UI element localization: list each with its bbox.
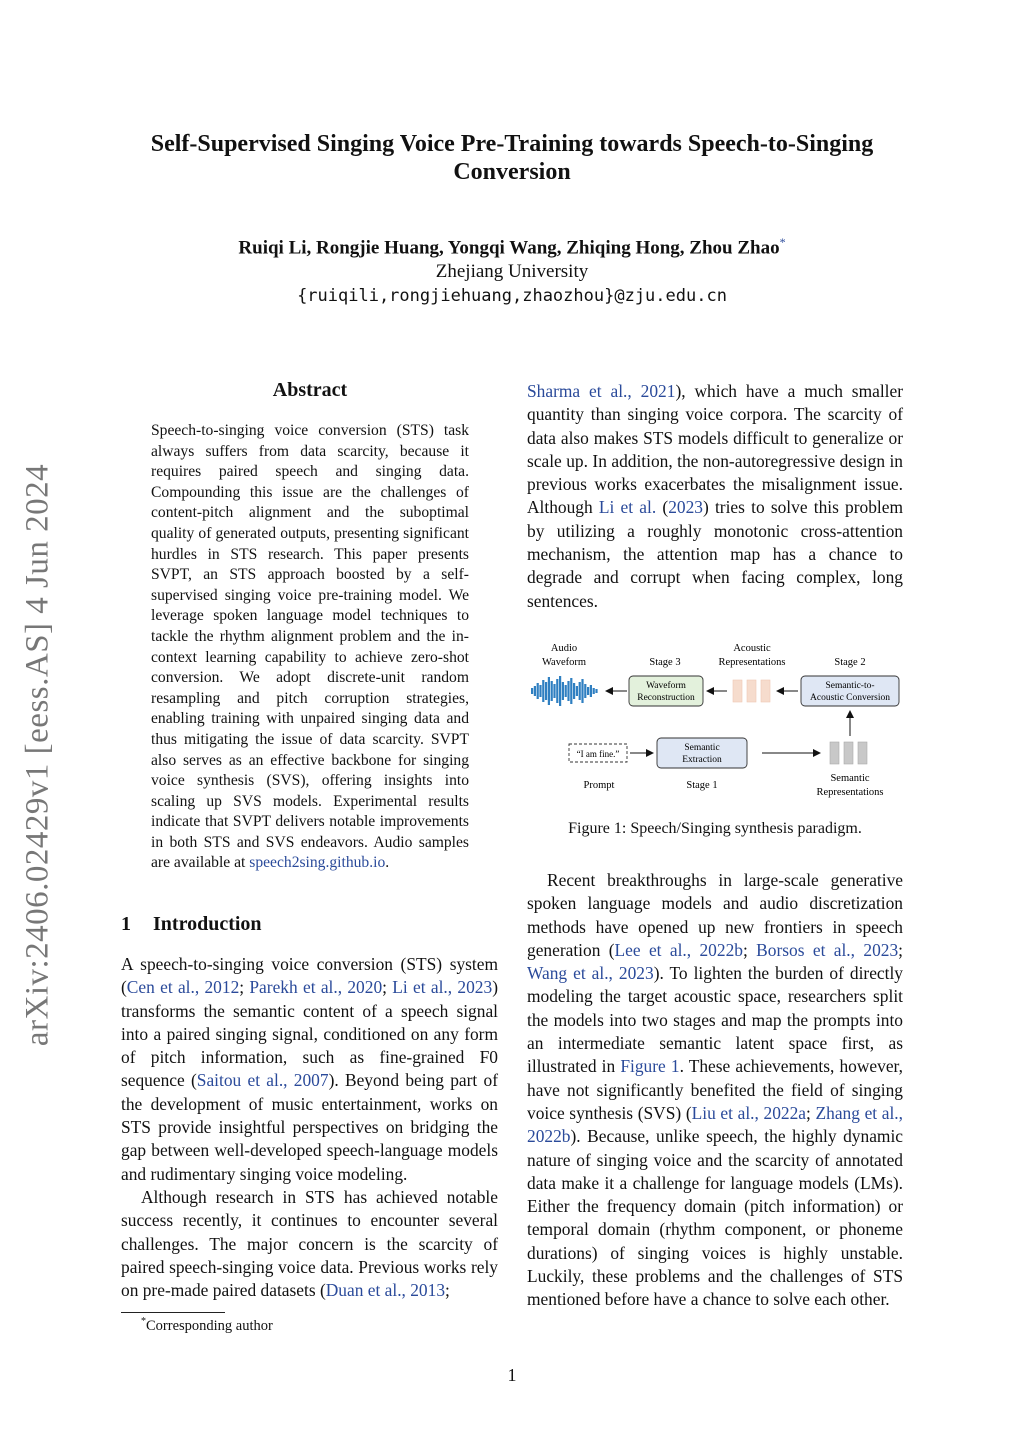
citation-link[interactable]: Wang et al., 2023 <box>527 963 654 984</box>
right-column-bottom <box>527 869 903 1312</box>
citation-link[interactable]: Saitou et al., 2007 <box>196 1070 329 1091</box>
waveform-bar <box>581 679 583 703</box>
waveform-bar <box>567 681 569 701</box>
waveform-bar <box>570 678 572 704</box>
figure-1-diagram <box>527 636 907 806</box>
citation-link[interactable]: Parekh et al., 2020 <box>249 977 383 998</box>
waveform-bar <box>531 688 533 694</box>
waveform-bar <box>537 683 539 699</box>
citation-link[interactable]: 2023 <box>668 497 703 518</box>
right-column-top <box>527 380 903 613</box>
prompt-text: “I am fine.” <box>576 749 620 759</box>
author-email: {ruiqili,rongjiehuang,zhaozhou}@zju.edu.cn <box>297 286 727 307</box>
svg-text:Extraction: Extraction <box>682 755 722 765</box>
citation-link[interactable]: Liu et al., 2022a <box>691 1102 807 1123</box>
waveform-bar <box>542 680 544 702</box>
title-line-2: Conversion <box>453 159 571 185</box>
footnote-mark: * <box>141 1316 146 1327</box>
svg-text:Waveform: Waveform <box>646 681 686 691</box>
label-prompt: Prompt <box>583 780 615 791</box>
footnote <box>141 1316 273 1335</box>
affiliation: Zhejiang University <box>435 261 589 283</box>
citation-link[interactable]: Duan et al., 2013 <box>325 1280 446 1301</box>
semantic-tokens <box>830 742 867 764</box>
abstract-body: Speech-to-singing voice conversion (STS) task always suffers from data scarcity, because it requires paired speech and singing data. Compounding this issue are the challenges of content-pitch alignment and the suboptimal quality of generated outputs, presenting significant hurdles in STS research. This paper presents SVPT, an STS approach boosted by a self-supervised singing voice pre-training model. We leverage spoken language model techniques to tackle the rhythm alignment problem and the in-context learning capability to achieve zero-shot conversion. We adopt discrete-unit random resampling and pitch corruption strategies, enabling training with unpaired singing data and thus mitigating the issue of data scarcity. SVPT also serves as an effective backbone for singing voice synthesis (SVS), offering insights into scaling up SVS models. Experimental results indicate that SVPT delivers notable improvements in both STS and SVS endeavors. Audio samples are available at speech2sing.github.io. <box>151 422 469 872</box>
section-number: 1 <box>121 913 131 935</box>
citation-link[interactable]: Borsos et al., 2023 <box>756 939 899 960</box>
figure-reference-link[interactable]: Figure 1 <box>620 1056 680 1077</box>
svg-text:Semantic-to-: Semantic-to- <box>825 681 875 691</box>
waveform-bar <box>559 676 561 706</box>
label-acoustic: Acoustic <box>733 643 771 654</box>
waveform-bar <box>573 683 575 699</box>
abstract-text: Speech-to-singing voice conversion (STS) task always suffers from data scarcity, because it requires paired speech and singing data. Compounding this issue are the challenges of content-pitch alignment and the suboptimal quality of generated outputs, presenting significant hurdles in STS research. This paper presents SVPT, an STS approach boosted by a self-supervised singing voice pre-training model. We leverage spoken language model techniques to tackle the rhythm alignment problem and the in-context learning capability to achieve zero-shot conversion. We adopt discrete-unit random resampling and pitch corruption strategies, enabling training with unpaired singing data and thus mitigating the issue of data scarcity. SVPT also serves as an effective backbone for singing voice synthesis (SVS), offering insights into scaling up SVS models. Experimental results indicate that SVPT delivers notable improvements in both STS and SVS endeavors. Audio samples are available at <box>151 422 469 872</box>
waveform-bar <box>562 682 564 700</box>
abstract-heading: Abstract <box>272 379 348 401</box>
citation-link[interactable]: Cen et al., 2012 <box>126 977 240 998</box>
svg-text:Reconstruction: Reconstruction <box>637 693 695 703</box>
author-block <box>100 230 924 308</box>
label-representations: Representations <box>718 657 786 668</box>
waveform-bar <box>587 687 589 695</box>
footnote-rule <box>121 1312 225 1313</box>
page-number: 1 <box>507 1365 517 1385</box>
section-heading-introduction <box>121 913 262 936</box>
waveform-bar <box>579 682 581 700</box>
intro-paragraph-1: A speech-to-singing voice conversion (STS) system (Cen et al., 2012; Parekh et al., 2020; Li et al., 2023) transforms the semantic content of a speech signal into a paired singing signal, conditioned on any form of pitch information, such as fine-grained F0 sequence (Saitou et al., 2007). Beyond being part of the development of music entertainment, works on STS provide insightful perspectives on bridging the gap between well-developed speech-language models and rudimentary singing voice modeling. <box>121 954 498 1184</box>
waveform-bar <box>551 681 553 701</box>
waveform-icon <box>531 676 598 706</box>
label-stage-2: Stage 2 <box>834 657 866 668</box>
citation-link[interactable]: Li et al., 2023 <box>392 977 493 998</box>
waveform-bar <box>590 685 592 697</box>
waveform-bar <box>556 679 558 703</box>
section-title: Introduction <box>153 913 262 935</box>
citation-link[interactable]: Lee et al., 2022b <box>614 939 743 960</box>
label-stage-3: Stage 3 <box>649 657 681 668</box>
citation-link[interactable]: Li et al. <box>598 497 657 518</box>
label-semantic-representations: Representations <box>816 787 884 798</box>
waveform-bar <box>539 685 541 697</box>
waveform-bar <box>545 682 547 700</box>
label-audio: Audio <box>550 643 578 654</box>
citation-link[interactable]: Zhang et al., 2022b <box>527 1102 904 1147</box>
demo-link[interactable]: speech2sing.github.io <box>249 854 386 872</box>
acoustic-tokens <box>733 680 770 702</box>
corresponding-mark[interactable]: * <box>779 235 786 249</box>
figure-1-caption: Figure 1: Speech/Singing synthesis paradigm. <box>568 820 862 837</box>
waveform-bar <box>593 688 595 694</box>
waveform-bar <box>565 685 567 697</box>
intro-left-column <box>121 953 498 1302</box>
waveform-bar <box>534 686 536 696</box>
right-paragraph-1: Sharma et al., 2021), which have a much smaller quantity than singing voice corpora. The scarcity of data also makes STS models difficult to generalize or scale up. In addition, the non-autoregressive design in previous works exacerbates the misalignment issue. Although Li et al. (2023) tries to solve this problem by utilizing a roughly monotonic cross-attention mechanism, the attention map has a chance to degrade and corrupt when facing complex, long sentences. <box>527 381 904 611</box>
waveform-bar <box>595 689 597 693</box>
waveform-bar <box>548 677 550 705</box>
svg-text:Acoustic Conversion: Acoustic Conversion <box>810 693 890 703</box>
waveform-bar <box>584 684 586 698</box>
paradigm-diagram <box>527 636 907 806</box>
svg-text:Semantic: Semantic <box>684 743 720 753</box>
author-names: Ruiqi Li, Rongjie Huang, Yongqi Wang, Zhiqing Hong, Zhou Zhao <box>238 237 780 259</box>
paper-title <box>100 130 924 186</box>
right-paragraph-2: Recent breakthroughs in large-scale generative spoken language models and audio discretization methods have opened up new frontiers in speech generation (Lee et al., 2022b; Borsos et al., 2023; Wang et al., 2023). To lighten the burden of directly modeling the target acoustic space, researchers split the models into two stages and map the prompts into an intermediate semantic latent space first, as illustrated in Figure 1. These achievements, however, have not significantly benefited the field of singing voice synthesis (SVS) (Liu et al., 2022a; Zhang et al., 2022b). Because, unlike speech, the highly dynamic nature of singing voice and the scarcity of annotated data make it a challenge for language models (LMs). Either the frequency domain (pitch information) or temporal domain (rhythm component, or phoneme durations) of singing voices is highly unstable. Luckily, these problems and the challenges of STS mentioned before have a chance to solve each other. <box>527 870 904 1310</box>
title-line-1: Self-Supervised Singing Voice Pre-Training towards Speech-to-Singing <box>150 131 874 157</box>
label-waveform: Waveform <box>541 657 587 668</box>
waveform-bar <box>576 686 578 696</box>
arxiv-sidebar <box>8 455 68 1055</box>
footnote-text: Corresponding author <box>146 1317 273 1334</box>
intro-paragraph-2: Although research in STS has achieved notable success recently, it continues to encounter several challenges. The major concern is the scarcity of paired speech-singing voice data. Previous works rely on pre-made paired datasets (Duan et al., 2013; <box>121 1186 498 1301</box>
citation-link[interactable]: Sharma et al., 2021 <box>527 381 676 401</box>
label-semantic: Semantic <box>830 773 870 784</box>
arxiv-identifier: arXiv:2406.02429v1 [eess.AS] 4 Jun 2024 <box>19 463 56 1047</box>
label-stage-1: Stage 1 <box>686 780 718 791</box>
waveform-bar <box>553 684 555 698</box>
